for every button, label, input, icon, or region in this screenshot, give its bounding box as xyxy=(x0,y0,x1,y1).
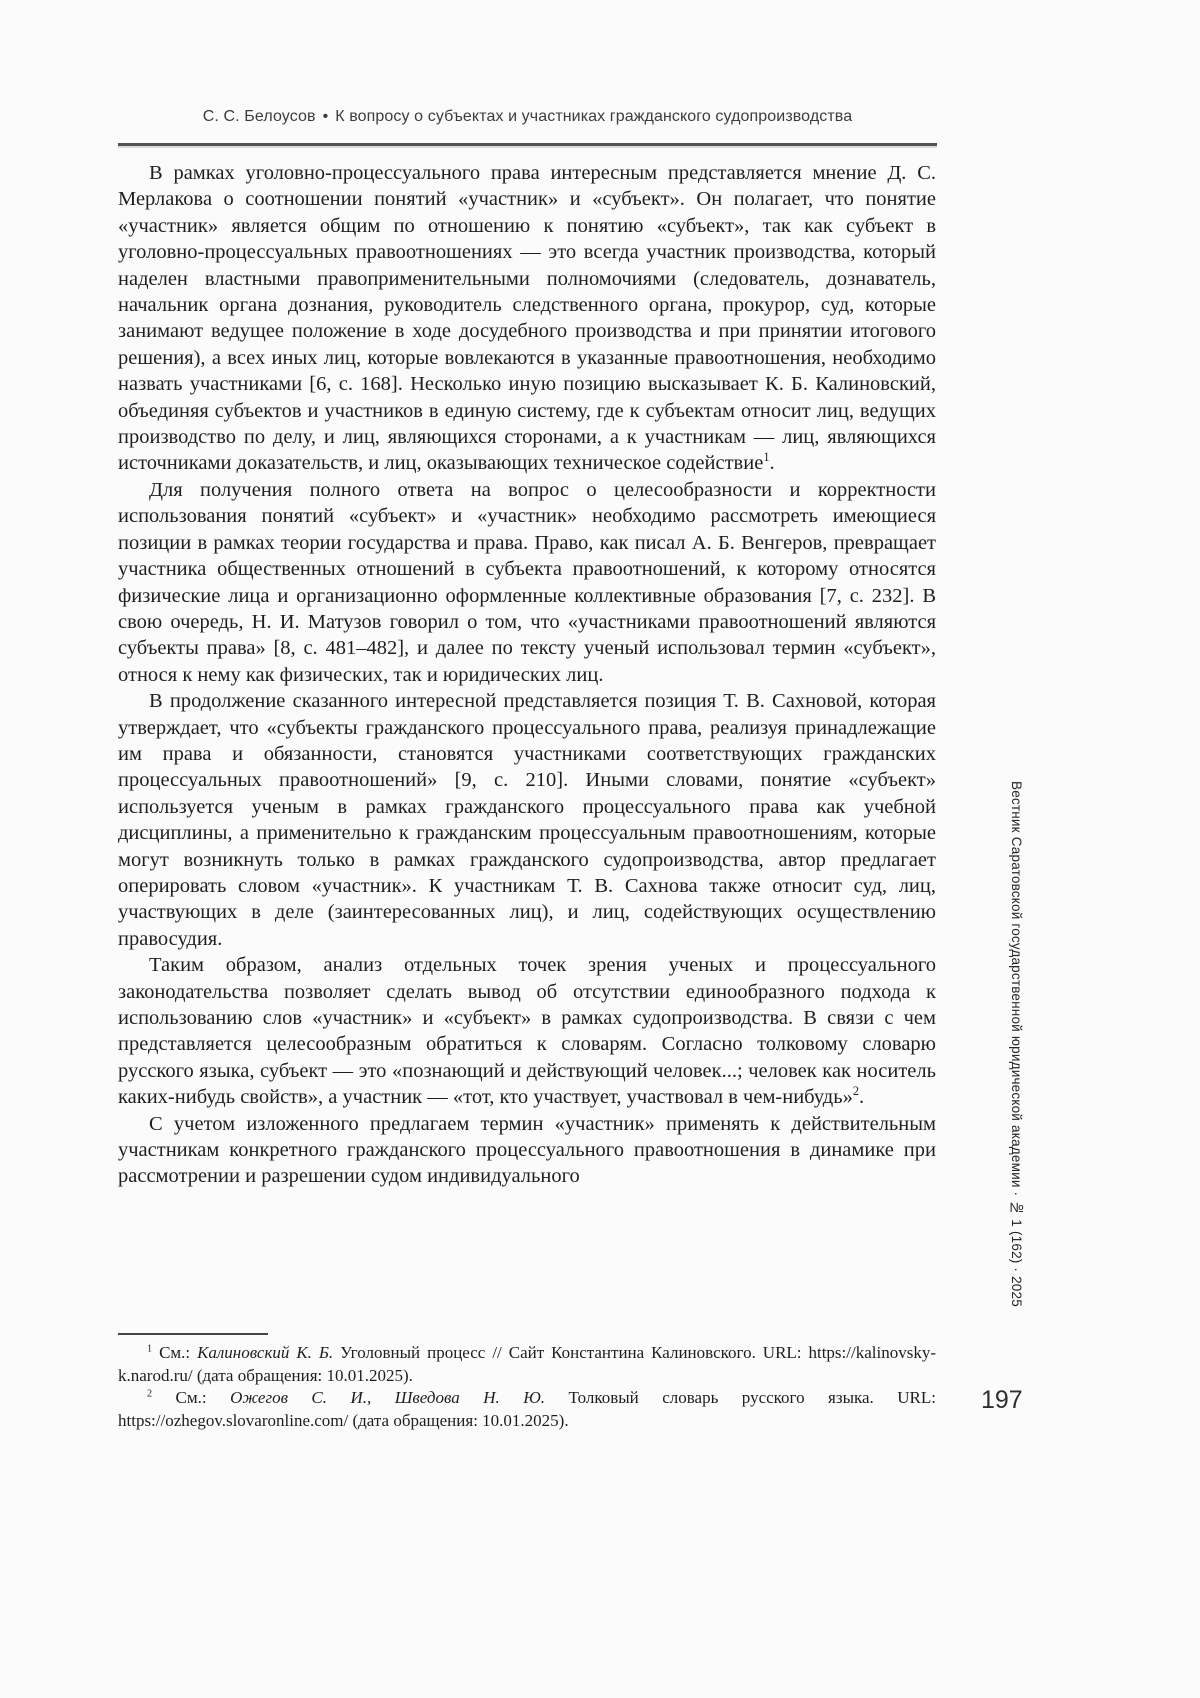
running-header-title: К вопросу о субъектах и участниках гражданского судопроизводства xyxy=(335,108,853,125)
paragraph: С учетом изложенного предлагаем термин «участник» применять к действительным участникам конкретного гражданского процессуального правоотношения в динамике при рассмотрении и разрешении судом индивидуального xyxy=(118,1112,936,1188)
article-body xyxy=(118,160,936,1190)
footnote: $^2$ См.: Ожегов С. И., Шведова Н. Ю. Толковый словарь русского языка. URL: https://ozhegov.slovaronline.com/ (дата обращения: 10.01.2025). xyxy=(118,1388,936,1430)
running-header-separator: • xyxy=(322,108,329,125)
running-header xyxy=(118,108,937,126)
paragraph: Таким образом, анализ отдельных точек зрения ученых и процессуального законодательства позволяет сделать вывод об отсутствии единообразного подхода к использованию слов «участник» и «субъект» в рамках судопроизводства. В связи с чем представляется целесообразным обратиться к словарям. Согласно толковому словарю русского языка, субъект — это «познающий и действующий человек...; человек как носитель каких-нибудь свойств», а участник — «тот, кто участвует, участвовал в чем-нибудь»$^2$. xyxy=(118,954,936,1109)
running-header-author: С. С. Белоусов xyxy=(202,108,316,125)
journal-sidebar-caption: Вестник Саратовской государственной юридической академии · № 1 (162) · 2025 xyxy=(1009,781,1024,1307)
page-number: 197 xyxy=(981,1386,1023,1414)
paragraph: В рамках уголовно-процессуального права интересным представляется мнение Д. С. Мерлакова о соотношении понятий «участник» и «субъект». Он полагает, что понятие «участник» является общим по отношению к понятию «субъект», так как субъект в уголовно-процессуальных правоотношениях — это всегда участник производства, который наделен властными правоприменительными полномочиями (следователь, дознаватель, начальник органа дознания, руководитель следственного органа, прокурор, суд, которые занимают ведущее положение в ходе досудебного производства и при принятии итогового решения), а всех иных лиц, которые вовлекаются в указанные правоотношения, необходимо назвать участниками [6, с. 168]. Несколько иную позицию высказывает К. Б. Калиновский, объединяя субъектов и участников в единую систему, где к субъектам относит лиц, ведущих производство по делу, и лиц, являющихся сторонами, а к участникам — лиц, являющихся источниками доказательств, и лиц, оказывающих техническое содействие$^1$. xyxy=(118,162,936,475)
footnotes xyxy=(118,1342,936,1432)
paragraph: Для получения полного ответа на вопрос о целесообразности и корректности использования понятий «субъект» и «участник» необходимо рассмотреть имеющиеся позиции в рамках теории государства и права. Право, как писал А. Б. Венгеров, превращает участника общественных отношений в субъекта правоотношений, к которому относятся физические лица и организационно оформленные коллективные образования [7, с. 232]. В свою очередь, Н. И. Матузов говорил о том, что «участниками правоотношений являются субъекты права» [8, с. 481–482], и далее по тексту ученый использовал термин «субъект», относя к нему как физических, так и юридических лиц. xyxy=(118,478,936,686)
footnote: $^1$ См.: Калиновский К. Б. Уголовный процесс // Сайт Константина Калиновского. URL: https://kalinovsky-k.narod.ru/ (дата обращения: 10.01.2025). xyxy=(118,1343,936,1385)
header-rule xyxy=(118,143,937,146)
paragraph: В продолжение сказанного интересной представляется позиция Т. В. Сахновой, которая утверждает, что «субъекты гражданского процессуального права, реализуя принадлежащие им права и обязанности, становятся участниками соответствующих гражданских процессуальных правоотношений» [9, с. 210]. Иными словами, понятие «субъект» используется ученым в рамках гражданского процессуального права как учебной дисциплины, а применительно к гражданским процессуальным правоотношениям, которые могут возникнуть только в рамках гражданского судопроизводства, автор предлагает оперировать словом «участник». К участникам Т. В. Сахнова также относит суд, лиц, участвующих в деле (заинтересованных лиц), и лиц, содействующих осуществлению правосудия. xyxy=(118,690,936,950)
footnote-separator xyxy=(118,1333,268,1335)
